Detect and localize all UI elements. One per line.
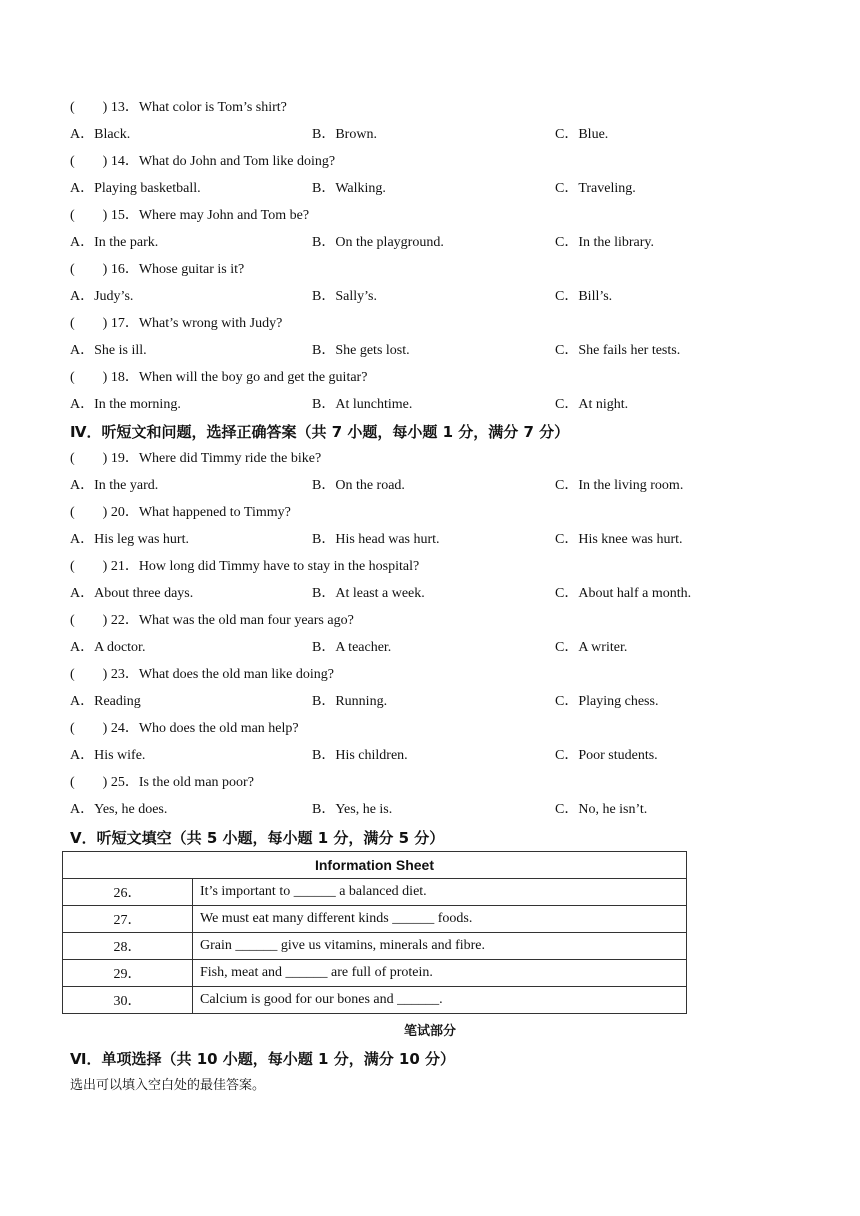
option-b: B．She gets lost.: [312, 343, 410, 358]
option-c: C．Traveling.: [555, 181, 636, 196]
table-row: [63, 987, 687, 1014]
option-c: C．Bill’s.: [555, 289, 613, 304]
option-b: B．On the playground.: [312, 235, 444, 250]
option-c: C．No, he isn’t.: [555, 802, 648, 817]
option-b: B．Brown.: [312, 127, 377, 142]
option-a: A．Playing basketball.: [70, 181, 201, 196]
option-b: B．Yes, he is.: [312, 802, 393, 817]
question-25: ( ) 25．Is the old man poor?: [70, 775, 254, 790]
table-header-row: [63, 852, 687, 879]
question-13: ( ) 13．What color is Tom’s shirt?: [70, 100, 287, 115]
question-17: ( ) 17．What’s wrong with Judy?: [70, 316, 283, 331]
options-14: [70, 179, 770, 199]
question-15: ( ) 15．Where may John and Tom be?: [70, 208, 310, 223]
option-c: C．In the library.: [555, 235, 655, 250]
table-row: [63, 879, 687, 906]
option-b: B．His head was hurt.: [312, 532, 440, 547]
question-20: ( ) 20．What happened to Timmy?: [70, 505, 291, 520]
question-21: ( ) 21．How long did Timmy have to stay in the hospital?: [70, 559, 420, 574]
row-number: 29．: [63, 960, 193, 987]
option-b: B．Walking.: [312, 181, 386, 196]
section-5-heading: Ⅴ．听短文填空（共 5 小题，每小题 1 分，满分 5 分）: [70, 829, 445, 847]
question-14: ( ) 14．What do John and Tom like doing?: [70, 154, 336, 169]
row-text: Fish, meat and ______ are full of protein.: [193, 960, 687, 987]
row-text: It’s important to ______ a balanced diet.: [193, 879, 687, 906]
option-b: B．His children.: [312, 748, 408, 763]
option-a: A．Reading: [70, 694, 141, 709]
option-b: B．A teacher.: [312, 640, 392, 655]
table-header: Information Sheet: [63, 852, 687, 879]
option-a: A．Yes, he does.: [70, 802, 168, 817]
option-a: A．In the yard.: [70, 478, 159, 493]
question-16: ( ) 16．Whose guitar is it?: [70, 262, 245, 277]
options-19: [70, 476, 770, 496]
options-17: [70, 341, 770, 361]
option-c: C．A writer.: [555, 640, 628, 655]
question-22: ( ) 22．What was the old man four years ago?: [70, 613, 354, 628]
options-16: [70, 287, 770, 307]
question-19: ( ) 19．Where did Timmy ride the bike?: [70, 451, 322, 466]
options-13: [70, 125, 770, 145]
options-21: [70, 584, 770, 604]
section-4-heading: Ⅳ．听短文和问题，选择正确答案（共 7 小题，每小题 1 分，满分 7 分）: [70, 423, 570, 441]
option-c: C．In the living room.: [555, 478, 684, 493]
row-number: 28．: [63, 933, 193, 960]
row-number: 27．: [63, 906, 193, 933]
option-b: B．On the road.: [312, 478, 405, 493]
option-a: A．His leg was hurt.: [70, 532, 189, 547]
options-15: [70, 233, 770, 253]
table-row: [63, 906, 687, 933]
row-text: We must eat many different kinds ______ foods.: [193, 906, 687, 933]
row-text: Grain ______ give us vitamins, minerals and fibre.: [193, 933, 687, 960]
table-row: [63, 960, 687, 987]
option-c: C．Blue.: [555, 127, 609, 142]
option-a: A．About three days.: [70, 586, 194, 601]
question-18: ( ) 18．When will the boy go and get the guitar?: [70, 370, 368, 385]
option-a: A．She is ill.: [70, 343, 147, 358]
options-18: [70, 395, 770, 415]
option-a: A．Judy’s.: [70, 289, 134, 304]
options-25: [70, 800, 770, 820]
options-22: [70, 638, 770, 658]
option-c: C．Poor students.: [555, 748, 658, 763]
option-c: C．Playing chess.: [555, 694, 659, 709]
option-c: C．About half a month.: [555, 586, 692, 601]
option-c: C．She fails her tests.: [555, 343, 681, 358]
information-sheet-table: [62, 851, 687, 1014]
options-24: [70, 746, 770, 766]
question-24: ( ) 24．Who does the old man help?: [70, 721, 299, 736]
option-b: B．Sally’s.: [312, 289, 377, 304]
option-a: A．His wife.: [70, 748, 146, 763]
options-20: [70, 530, 770, 550]
section-6-instruction: 选出可以填入空白处的最佳答案。: [70, 1078, 266, 1093]
question-23: ( ) 23．What does the old man like doing?: [70, 667, 334, 682]
section-6-heading: Ⅵ．单项选择（共 10 小题，每小题 1 分，满分 10 分）: [70, 1050, 456, 1068]
option-b: B．Running.: [312, 694, 388, 709]
option-a: A．In the morning.: [70, 397, 181, 412]
option-b: B．At lunchtime.: [312, 397, 413, 412]
written-part-heading: 笔试部分: [403, 1024, 456, 1039]
table-row: [63, 933, 687, 960]
option-c: C．His knee was hurt.: [555, 532, 683, 547]
option-a: A．In the park.: [70, 235, 159, 250]
option-b: B．At least a week.: [312, 586, 425, 601]
options-23: [70, 692, 770, 712]
option-c: C．At night.: [555, 397, 629, 412]
row-text: Calcium is good for our bones and ______.: [193, 987, 687, 1014]
row-number: 26．: [63, 879, 193, 906]
option-a: A．A doctor.: [70, 640, 146, 655]
row-number: 30．: [63, 987, 193, 1014]
option-a: A．Black.: [70, 127, 131, 142]
